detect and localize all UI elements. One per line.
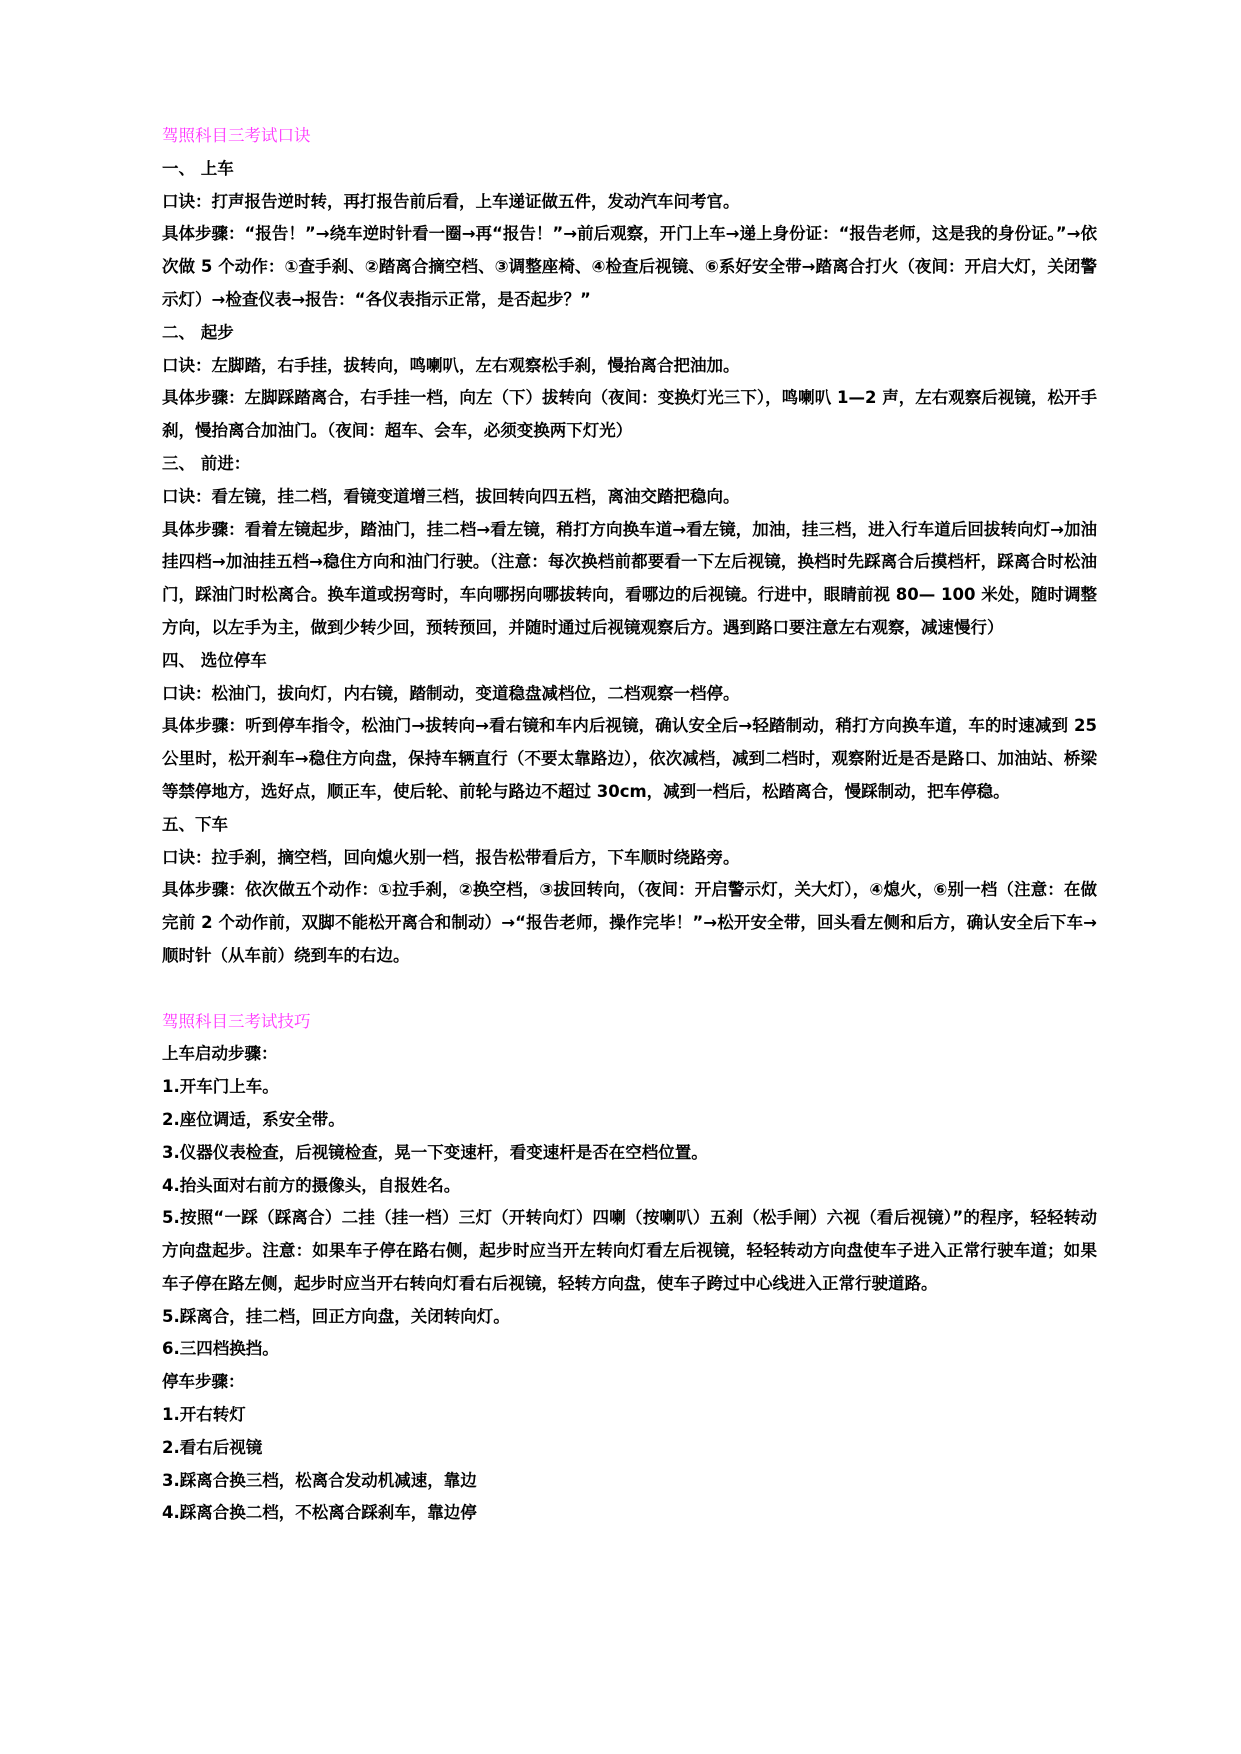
section-title: 驾照科目三考试技巧 <box>162 1011 311 1031</box>
list-item: 1.开右转灯 <box>162 1405 246 1425</box>
steps-paragraph: 具体步骤：听到停车指令，松油门→拔转向→看右镜和车内后视镜，确认安全后→轻踏制动，稍打方向换车道，车的时速减到 25 公里时，松开刹车→稳住方向盘，保持车辆直行（不要太靠路边），依次减档，减到二档时，观察附近是否是路口、加油站、桥梁等禁停地方，选好点，顺正车，使后轮、前轮与路边不超过 30cm，减到一档后，松踏离合，慢踩制动，把车停稳。 <box>162 716 1097 801</box>
list-item: 5.踩离合，挂二档，回正方向盘，关闭转向灯。 <box>162 1306 510 1326</box>
section-heading: 五、下车 <box>162 814 228 834</box>
list-item: 3.仪器仪表检查，后视镜检查，晃一下变速杆，看变速杆是否在空档位置。 <box>162 1142 708 1162</box>
list-item: 3.踩离合换三档，松离合发动机减速，靠边 <box>162 1470 477 1490</box>
section-heading: 四、 选位停车 <box>162 650 267 670</box>
mnemonic-paragraph: 口诀：左脚踏，右手挂，拔转向，鸣喇叭，左右观察松手刹，慢抬离合把油加。 <box>162 355 740 375</box>
section-heading: 三、 前进： <box>162 453 251 473</box>
list-item: 4.抬头面对右前方的摄像头，自报姓名。 <box>162 1175 461 1195</box>
mnemonic-paragraph: 口诀：看左镜，挂二档，看镜变道增三档，拔回转向四五档，离油交踏把稳向。 <box>162 486 740 506</box>
mnemonic-paragraph: 口诀：拉手刹，摘空档，回向熄火别一档，报告松带看后方，下车顺时绕路旁。 <box>162 847 740 867</box>
subsection-heading: 上车启动步骤： <box>162 1044 278 1064</box>
mnemonic-paragraph: 口诀：打声报告逆时转，再打报告前后看，上车递证做五件，发动汽车问考官。 <box>162 191 740 211</box>
section-spacer <box>162 973 1097 1006</box>
list-item: 2.座位调适，系安全带。 <box>162 1109 345 1129</box>
document-page <box>162 120 1097 1530</box>
steps-paragraph: 具体步骤：左脚踩踏离合，右手挂一档，向左（下）拔转向（夜间：变换灯光三下），鸣喇叭 1—2 声，左右观察后视镜，松开手刹，慢抬离合加油门。（夜间：超车、会车，必须变换两下灯光） <box>162 388 1097 441</box>
steps-paragraph: 具体步骤：看着左镜起步，踏油门，挂二档→看左镜，稍打方向换车道→看左镜，加油，挂三档，进入行车道后回拔转向灯→加油挂四档→加油挂五档→稳住方向和油门行驶。（注意：每次换档前都要看一下左后视镜，换档时先踩离合后摸档杆，踩离合时松油门，踩油门时松离合。换车道或拐弯时，车向哪拐向哪拔转向，看哪边的后视镜。行进中，眼睛前视 80— 100 米处，随时调整方向，以左手为主，做到少转少回，预转预回，并随时通过后视镜观察后方。遇到路口要注意左右观察，减速慢行） <box>162 519 1097 637</box>
list-item: 5.按照“一踩（踩离合）二挂（挂一档）三灯（开转向灯）四喇（按喇叭）五刹（松手闸）六视（看后视镜）”的程序，轻轻转动方向盘起步。注意：如果车子停在路右侧，起步时应当开左转向灯看左后视镜，轻轻转动方向盘使车子进入正常行驶车道；如果车子停在路左侧，起步时应当开右转向灯看右后视镜，轻转方向盘，使车子跨过中心线进入正常行驶道路。 <box>162 1208 1097 1293</box>
list-item: 4.踩离合换二档，不松离合踩刹车，靠边停 <box>162 1503 477 1523</box>
list-item: 2.看右后视镜 <box>162 1437 263 1457</box>
list-item: 1.开车门上车。 <box>162 1077 279 1097</box>
section-heading: 一、 上车 <box>162 158 234 178</box>
mnemonic-paragraph: 口诀：松油门，拔向灯，内右镜，踏制动，变道稳盘减档位，二档观察一档停。 <box>162 683 740 703</box>
section-heading: 二、 起步 <box>162 322 234 342</box>
section-title: 驾照科目三考试口诀 <box>162 126 311 145</box>
subsection-heading: 停车步骤： <box>162 1372 245 1392</box>
steps-paragraph: 具体步骤：依次做五个动作：①拉手刹，②换空档，③拔回转向，（夜间：开启警示灯，关大灯），④熄火，⑥别一档（注意：在做完前 2 个动作前，双脚不能松开离合和制动）→“报告老师，操作完毕！”→松开安全带，回头看左侧和后方，确认安全后下车→顺时针（从车前）绕到车的右边。 <box>162 880 1097 965</box>
list-item: 6.三四档换挡。 <box>162 1339 279 1359</box>
steps-paragraph: 具体步骤：“报告！”→绕车逆时针看一圈→再“报告！”→前后观察，开门上车→递上身份证：“报告老师，这是我的身份证。”→依次做 5 个动作：①查手刹、②踏离合摘空档、③调整座椅、④检查后视镜、⑥系好安全带→踏离合打火（夜间：开启大灯，关闭警示灯）→检查仪表→报告：“各仪表指示正常，是否起步？” <box>162 224 1097 309</box>
